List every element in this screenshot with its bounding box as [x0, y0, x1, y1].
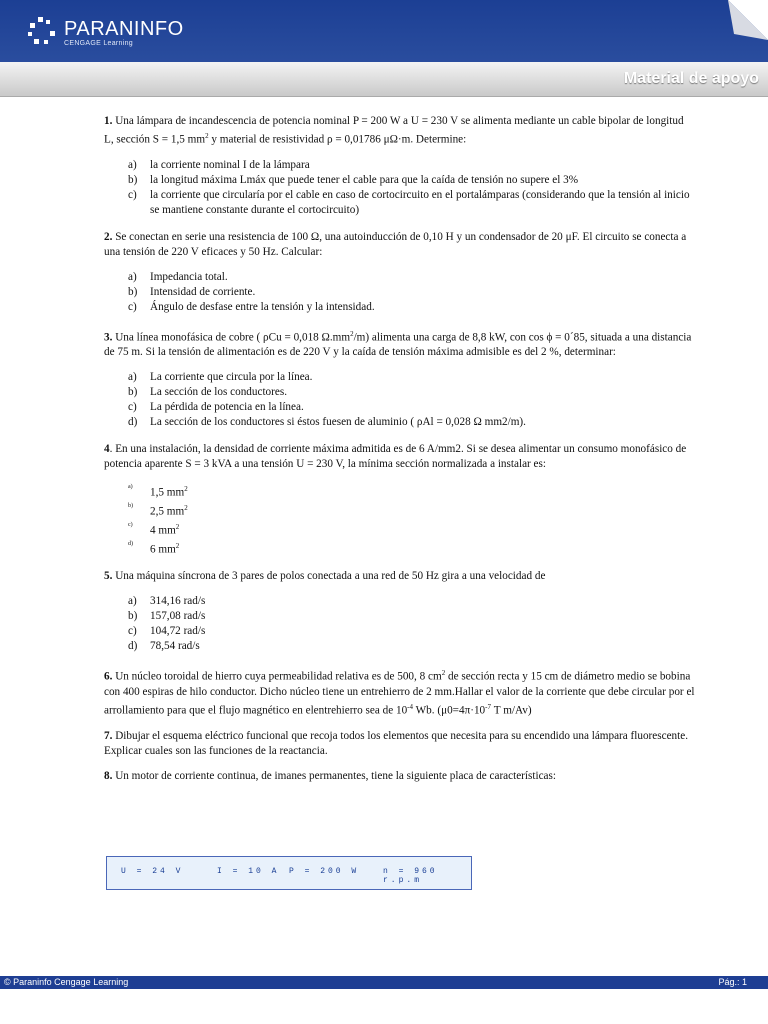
- question-2-options: [104, 270, 696, 315]
- option-letter: b): [128, 610, 138, 623]
- list-item: [104, 520, 696, 539]
- list-item: [104, 400, 696, 415]
- option-text: 78,54 rad/s: [150, 640, 200, 653]
- question-text: Una lámpara de incandescencia de potencia nominal P = 200 W a U = 230 V se alimenta mediante un cable bipolar de longitud L, sección S = 1,5 mm: [104, 115, 684, 146]
- list-item: [104, 539, 696, 558]
- option-letter: b): [128, 285, 138, 298]
- option-text: La sección de los conductores.: [150, 386, 287, 399]
- superscript: -7: [485, 703, 491, 712]
- option-text: 6 mm: [150, 543, 176, 556]
- option-text: 314,16 rad/s: [150, 595, 206, 608]
- list-item: [104, 300, 696, 315]
- question-text: de sección recta y 15 cm de diámetro medio se bobina con 400 espiras de hilo conductor. Dicho núcleo tiene un entrehierro de 2 mm.Hallar el valor de la corriente que debe circular por el arrollamiento para que el flujo magnético en elentrehierro sea de 10: [104, 671, 695, 717]
- question-3-options: [104, 370, 696, 430]
- option-text: Intensidad de corriente.: [150, 285, 256, 298]
- option-letter: a): [128, 158, 137, 171]
- question-text: T m/Av): [490, 704, 532, 717]
- option-text: La corriente que circula por la línea.: [150, 371, 313, 384]
- question-text: Se conectan en serie una resistencia de 100 Ω, una autoinducción de 0,10 H y un condensador de 20 μF. El circuito se conecta a una tensión de 220 V eficaces y 50 Hz. Calcular:: [104, 230, 687, 258]
- list-item: [104, 173, 696, 188]
- question-5-options: [104, 594, 696, 654]
- option-letter: b): [128, 386, 138, 399]
- question-number: 1.: [104, 115, 113, 127]
- superscript: 2: [184, 504, 188, 513]
- list-item: [104, 624, 696, 639]
- superscript: 2: [175, 522, 180, 531]
- question-8: [104, 769, 696, 784]
- option-text: la corriente nominal I de la lámpara: [150, 158, 310, 171]
- section-bar: [0, 62, 768, 97]
- superscript: 2: [350, 329, 354, 338]
- option-letter: d): [128, 640, 138, 653]
- superscript: 2: [175, 541, 180, 550]
- paraninfo-logo-icon: [26, 15, 58, 47]
- plate-power: P = 200 W: [289, 867, 360, 876]
- question-5: [104, 569, 696, 584]
- option-text: 4 mm: [150, 524, 176, 537]
- question-4: [104, 442, 696, 472]
- brand-name: PARANINFO: [64, 18, 184, 40]
- option-letter: c): [128, 188, 137, 201]
- option-letter: d): [128, 416, 138, 429]
- question-text: /m) alimenta una carga de 8,8 kW, con cos ϕ = 0´85, situada a una distancia de 75 m. Si la tensión de alimentación es de 220 V y la caída de tensión máxima admisible es del 2 %, determinar:: [104, 331, 692, 359]
- question-3: [104, 327, 696, 361]
- option-text: La pérdida de potencia en la línea.: [150, 401, 304, 414]
- list-item: [104, 639, 696, 654]
- option-letter: c): [128, 300, 137, 313]
- question-number: 4: [104, 443, 110, 456]
- superscript: 2: [205, 132, 209, 140]
- superscript: 2: [184, 485, 188, 494]
- list-item: [104, 594, 696, 609]
- option-letter: a): [128, 270, 137, 283]
- option-letter: c): [128, 521, 133, 528]
- question-text: Dibujar el esquema eléctrico funcional que recoja todos los elementos que necesita para su encendido una lámpara fluorescente. Explicar cuales son las funciones de la reactancia.: [104, 729, 689, 757]
- list-item: [104, 188, 696, 218]
- superscript: 2: [441, 669, 446, 678]
- list-item: [104, 158, 696, 173]
- question-number: 3.: [104, 331, 113, 344]
- question-2: [104, 230, 696, 260]
- page-curl-icon: [728, 0, 768, 40]
- option-text: la corriente que circularía por el cable en caso de cortocircuito en el portalámparas (considerando que la tensión al inicio se mantiene constante durante el cortocircuito): [150, 188, 690, 216]
- header-bar: [0, 0, 768, 62]
- option-letter: c): [128, 401, 137, 414]
- option-letter: c): [128, 625, 137, 638]
- question-text: y material de resistividad ρ = 0,01786 μΩ·m. Determine:: [208, 133, 467, 146]
- list-item: [104, 385, 696, 400]
- question-1-options: [104, 158, 696, 218]
- option-text: la longitud máxima Lmáx que puede tener el cable para que la caída de tensión no supere el 3%: [150, 173, 579, 186]
- option-text: 1,5 mm: [150, 487, 185, 500]
- list-item: [104, 270, 696, 285]
- page-number: Pág.: 1: [718, 977, 747, 987]
- option-text: 104,72 rad/s: [150, 625, 206, 638]
- option-letter: b): [128, 503, 133, 510]
- option-letter: a): [128, 371, 137, 384]
- question-number: 7.: [104, 729, 113, 742]
- list-item: [104, 609, 696, 624]
- option-letter: b): [128, 173, 138, 186]
- list-item: [104, 482, 696, 501]
- brand-subtitle: CENGAGE Learning: [64, 40, 133, 47]
- option-text: La sección de los conductores si éstos fuesen de aluminio ( ρAl = 0,028 Ω mm2/m).: [150, 416, 526, 429]
- question-number: 6.: [104, 671, 113, 684]
- question-text: Un núcleo toroidal de hierro cuya permeabilidad relativa es de 500, 8 cm: [112, 671, 442, 684]
- section-title: Material de apoyo: [623, 70, 759, 87]
- option-text: Ángulo de desfase entre la tensión y la intensidad.: [150, 300, 375, 313]
- question-text: Una máquina síncrona de 3 pares de polos conectada a una red de 50 Hz gira a una velocidad de: [112, 570, 546, 583]
- question-6: [104, 666, 696, 718]
- question-text: Un motor de corriente continua, de imanes permanentes, tiene la siguiente placa de características:: [112, 769, 556, 782]
- plate-current: I = 10 A: [217, 867, 280, 876]
- question-7: [104, 729, 696, 759]
- motor-nameplate: [106, 856, 472, 890]
- option-letter: a): [128, 484, 133, 491]
- question-number: 5.: [104, 570, 113, 583]
- option-text: Impedancia total.: [150, 270, 228, 283]
- list-item: [104, 370, 696, 385]
- option-letter: a): [128, 595, 137, 608]
- list-item: [104, 501, 696, 520]
- question-text: Una línea monofásica de cobre ( ρCu = 0,018 Ω.mm: [112, 331, 351, 344]
- copyright: © Paraninfo Cengage Learning: [4, 977, 129, 987]
- option-text: 2,5 mm: [150, 505, 185, 518]
- question-text: Wb. (μ0=4π·10: [413, 704, 486, 717]
- option-letter: d): [128, 540, 133, 547]
- question-1: [104, 114, 696, 148]
- plate-speed: n = 960 r.p.m: [383, 867, 438, 885]
- list-item: [104, 285, 696, 300]
- superscript: -4: [407, 703, 414, 712]
- list-item: [104, 415, 696, 430]
- option-text: 157,08 rad/s: [150, 610, 206, 623]
- question-text: . En una instalación, la densidad de corriente máxima admitida es de 6 A/mm2. Si se desea alimentar un consumo monofásico de potencia aparente S = 3 kVA a una tensión U = 230 V, la mínima sección normalizada a instalar es:: [104, 443, 687, 471]
- plate-voltage: U = 24 V: [121, 867, 184, 876]
- footer-bar: [0, 976, 768, 989]
- question-number: 8.: [104, 769, 113, 782]
- question-number: 2.: [104, 230, 113, 243]
- question-4-options: [104, 482, 696, 557]
- document-body: [104, 114, 696, 794]
